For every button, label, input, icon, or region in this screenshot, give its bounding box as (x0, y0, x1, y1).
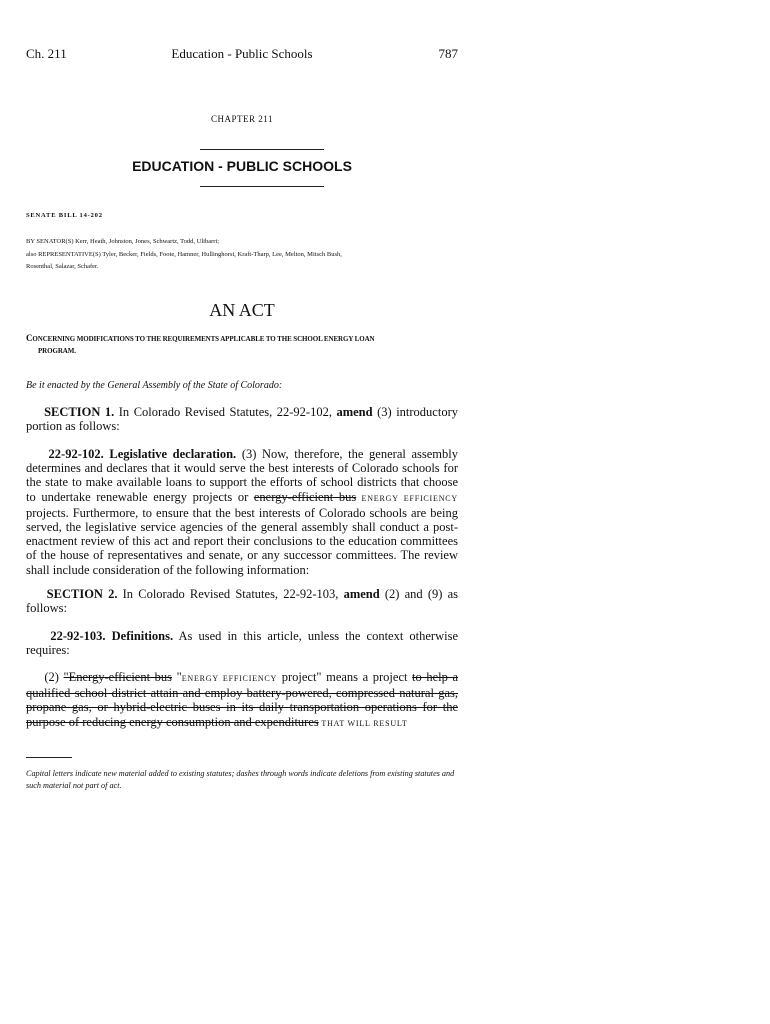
sponsors-list (26, 236, 458, 274)
chapter-short-label: Ch. 211 (26, 46, 67, 61)
added-text: THAT WILL RESULT (318, 718, 408, 728)
footnote: Capital letters indicate new material added to existing statutes; dashes through words indicate deletions from existing statutes and such material not part of act. (26, 769, 455, 790)
concerning-clause (26, 332, 458, 357)
section-text: In Colorado Revised Statutes, 22-92-102, (114, 405, 337, 419)
title-rule-top (200, 149, 324, 150)
page-number: 787 (438, 46, 458, 61)
section-22-92-102-paragraph (26, 447, 458, 577)
section-1-paragraph (26, 405, 458, 433)
page-title: EDUCATION - PUBLIC SCHOOLS (132, 158, 352, 174)
deleted-text: to help a qualified school district attain and employ battery-powered, compressed natural gas, propane gas, or hybrid-electric buses in its daily transportation operations for the purpose of reducing energy consumption and expenditures (26, 670, 459, 729)
section-heading: 22-92-102. Legislative declaration. (48, 447, 237, 461)
bill-number: SENATE BILL 14-202 (26, 212, 103, 219)
title-rule-bottom (200, 186, 324, 187)
added-text: ENERGY EFFICIENCY (181, 674, 278, 683)
amend-keyword: amend (336, 405, 373, 419)
section-text: project" means a project (277, 670, 413, 684)
act-heading: AN ACT (209, 300, 275, 320)
definition-2-paragraph (26, 670, 458, 731)
running-title: Education - Public Schools (171, 46, 313, 61)
section-text: In Colorado Revised Statutes, 22-92-103, (117, 587, 344, 601)
concerning-initial: C (26, 333, 33, 343)
concerning-line: ONCERNING MODIFICATIONS TO THE REQUIREMENTS APPLICABLE TO THE SCHOOL ENERGY LOAN (32, 335, 375, 343)
section-text: " (172, 670, 182, 684)
concerning-line: PROGRAM. (38, 347, 76, 355)
section-2-label: SECTION 2. (46, 587, 118, 601)
added-text: ENERGY EFFICIENCY (356, 493, 459, 503)
section-text: projects. Furthermore, to ensure that the best interests of Colorado schools are being served, the legislative service agencies of the general assembly shall conduct a post-enactment review of this act and report their conclusions to the education committees of the house of representatives and senate, or any successor committees. The review shall include consideration of the following information: (26, 505, 458, 577)
definition-number: (2) (44, 670, 64, 684)
section-text: (2) and (9) as follows: (26, 587, 458, 616)
sponsors-line: BY SENATOR(S) Kerr, Heath, Johnston, Jones, Schwartz, Todd, Ulibarri; (26, 238, 220, 245)
footnote-rule (26, 757, 72, 758)
section-22-92-103-paragraph (26, 629, 458, 657)
section-heading: 22-92-103. Definitions. (50, 629, 174, 643)
section-text: (3) introductory portion as follows: (26, 405, 458, 434)
enacting-clause: Be it enacted by the General Assembly of the State of Colorado: (26, 380, 283, 391)
deleted-text: energy-efficient bus (253, 489, 357, 504)
section-text: (3) Now, therefore, the general assembly determines and declares that it would serve the best interests of Colorado schools for the state to make available loans to support the efforts of school districts that choose to undertake renewable energy projects or (26, 447, 458, 504)
amend-keyword: amend (343, 587, 380, 601)
sponsors-line: also REPRESENTATIVE(S) Tyler, Becker, Fields, Foote, Hamner, Hullinghorst, Kraft-Tharp, Lee, Melton, Mitsch Bush, (26, 250, 342, 258)
section-2-paragraph (26, 587, 458, 615)
running-header (26, 46, 458, 64)
section-text: As used in this article, unless the context otherwise requires: (26, 629, 458, 658)
section-1-label: SECTION 1. (44, 405, 115, 419)
deleted-text: "Energy-efficient bus (63, 670, 173, 684)
sponsors-line: Rosenthal, Salazar, Schafer. (26, 263, 99, 270)
chapter-label: CHAPTER 211 (211, 114, 273, 124)
